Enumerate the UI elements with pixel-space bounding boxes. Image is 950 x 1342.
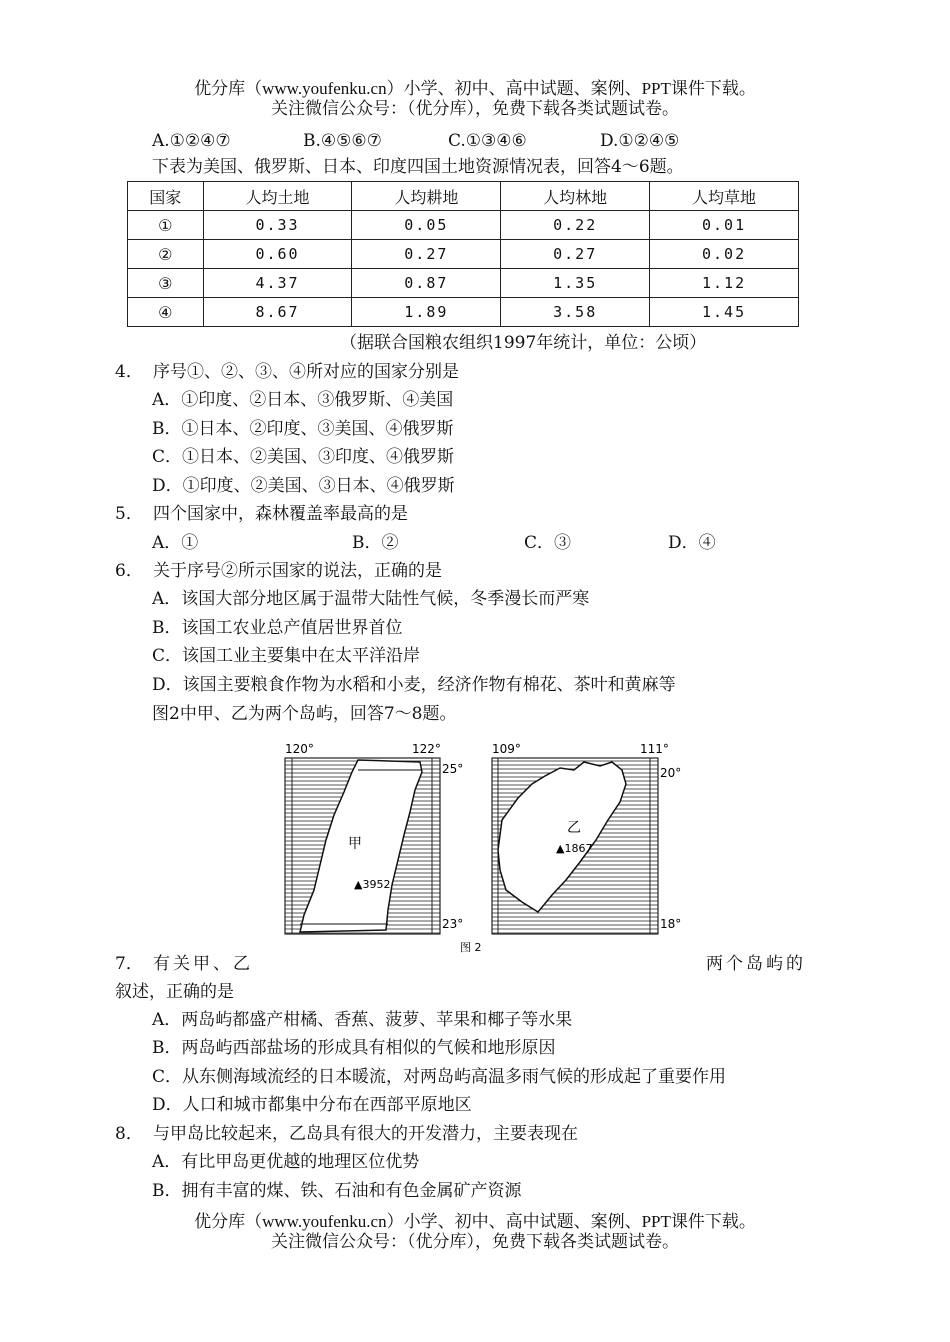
table-row [128,269,799,298]
q4-option-c: C．①日本、②美国、③印度、④俄罗斯 [152,447,455,467]
peak-jia: ▲3952 [354,878,391,891]
cell-country: ① [128,211,204,240]
q5-stem [115,503,408,525]
q7-option-b: B．两岛屿西部盐场的形成具有相似的气候和地形原因 [152,1038,556,1058]
q5-option-d: D．④ [668,533,716,553]
q4-text: 序号①、②、③、④所对应的国家分别是 [153,362,459,382]
cell-country: ④ [128,298,204,327]
q3-option-a: A.①②④⑦ [152,131,231,151]
cell-country: ② [128,240,204,269]
footer-line-2: 关注微信公众号：（优分库），免费下载各类试题试卷。 [271,1232,679,1251]
peak-yi: ▲1867 [556,842,593,855]
cell-value: 0.33 [203,211,352,240]
figure-2 [270,740,700,960]
q3-option-c: C.①③④⑥ [448,131,527,151]
cell-value: 1.35 [501,269,650,298]
q7-text-c: 叙述，正确的是 [115,982,234,1002]
map-right-lat-bottom: 18° [660,917,682,931]
island-jia-label: 甲 [348,836,362,852]
cell-value: 0.05 [352,211,501,240]
island-yi-label: 乙 [567,820,581,836]
table-note: （据联合国粮农组织1997年统计，单位：公顷） [340,333,707,353]
q7-text-a: 有关甲、乙 [153,954,253,974]
q7-option-c: C．从东侧海域流经的日本暖流，对两岛屿高温多雨气候的形成起了重要作用 [152,1067,727,1087]
q8-number: 8． [115,1124,143,1144]
table-row [128,298,799,327]
figure-caption: 图 2 [460,941,482,954]
header-country: 国家 [128,182,204,211]
q4-option-a: A．①印度、②日本、③俄罗斯、④美国 [152,390,454,410]
header-arable: 人均耕地 [352,182,501,211]
map-left-lat-bottom: 23° [442,917,464,931]
q4-stem [115,361,459,383]
q7-number: 7． [115,954,143,974]
header-forest: 人均林地 [501,182,650,211]
q4-option-d: D．①印度、②美国、③日本、④俄罗斯 [152,476,455,496]
q8-option-b: B．拥有丰富的煤、铁、石油和有色金属矿产资源 [152,1181,522,1201]
q8-stem [115,1123,578,1145]
map-right-lon-right: 111° [640,742,669,756]
map-right-lon-left: 109° [492,742,521,756]
q7-stem [115,953,253,975]
q4-option-b: B．①日本、②印度、③美国、④俄罗斯 [152,419,454,439]
q5-option-b: B．② [352,533,399,553]
q4-number: 4． [115,362,143,382]
table-intro: 下表为美国、俄罗斯、日本、印度四国土地资源情况表，回答4～6题。 [152,157,684,177]
header-line-2: 关注微信公众号：（优分库），免费下载各类试题试卷。 [271,99,679,118]
table-row [128,211,799,240]
header-grass: 人均草地 [650,182,799,211]
q7-text-b: 两个岛屿的 [706,954,806,974]
table-header-row [128,182,799,211]
map-left [285,742,463,934]
q6-option-d: D．该国主要粮食作物为水稻和小麦，经济作物有棉花、茶叶和黄麻等 [152,675,676,695]
cell-value: 0.60 [203,240,352,269]
q6-option-a: A．该国大部分地区属于温带大陆性气候，冬季漫长而严寒 [152,589,590,609]
q5-text: 四个国家中，森林覆盖率最高的是 [153,504,408,524]
cell-value: 0.27 [501,240,650,269]
cell-value: 1.45 [650,298,799,327]
q3-option-d: D.①②④⑤ [600,131,680,151]
header-line-1: 优分库（www.youfenku.cn）小学、初中、高中试题、案例、PPT课件下载。 [194,79,756,98]
land-resource-table [127,181,799,327]
cell-value: 4.37 [203,269,352,298]
map-left-lon-right: 122° [412,742,441,756]
q6-option-b: B．该国工农业总产值居世界首位 [152,618,403,638]
q3-option-b: B.④⑤⑥⑦ [303,131,382,151]
map-right [492,742,681,934]
cell-value: 0.27 [352,240,501,269]
map-left-lon-left: 120° [285,742,314,756]
q5-number: 5． [115,504,143,524]
q6-text: 关于序号②所示国家的说法，正确的是 [153,561,442,581]
q6-option-c: C．该国工业主要集中在太平洋沿岸 [152,646,421,666]
q8-text: 与甲岛比较起来，乙岛具有很大的开发潜力，主要表现在 [153,1124,578,1144]
cell-value: 1.89 [352,298,501,327]
cell-value: 0.87 [352,269,501,298]
map-right-lat-top: 20° [660,766,682,780]
cell-country: ③ [128,269,204,298]
cell-value: 0.22 [501,211,650,240]
q5-option-a: A．① [152,533,199,553]
header-land: 人均土地 [203,182,352,211]
q6-number: 6． [115,561,143,581]
map-left-lat-top: 25° [442,762,464,776]
q6-stem [115,560,442,582]
cell-value: 0.01 [650,211,799,240]
q8-option-a: A．有比甲岛更优越的地理区位优势 [152,1152,420,1172]
q5-option-c: C．③ [524,533,572,553]
figure-intro: 图2中甲、乙为两个岛屿，回答7～8题。 [152,704,457,724]
cell-value: 1.12 [650,269,799,298]
q7-option-d: D．人口和城市都集中分布在西部平原地区 [152,1095,472,1115]
table-row [128,240,799,269]
cell-value: 8.67 [203,298,352,327]
cell-value: 3.58 [501,298,650,327]
footer-line-1: 优分库（www.youfenku.cn）小学、初中、高中试题、案例、PPT课件下载。 [194,1212,756,1231]
q7-option-a: A．两岛屿都盛产柑橘、香蕉、菠萝、苹果和椰子等水果 [152,1010,573,1030]
cell-value: 0.02 [650,240,799,269]
